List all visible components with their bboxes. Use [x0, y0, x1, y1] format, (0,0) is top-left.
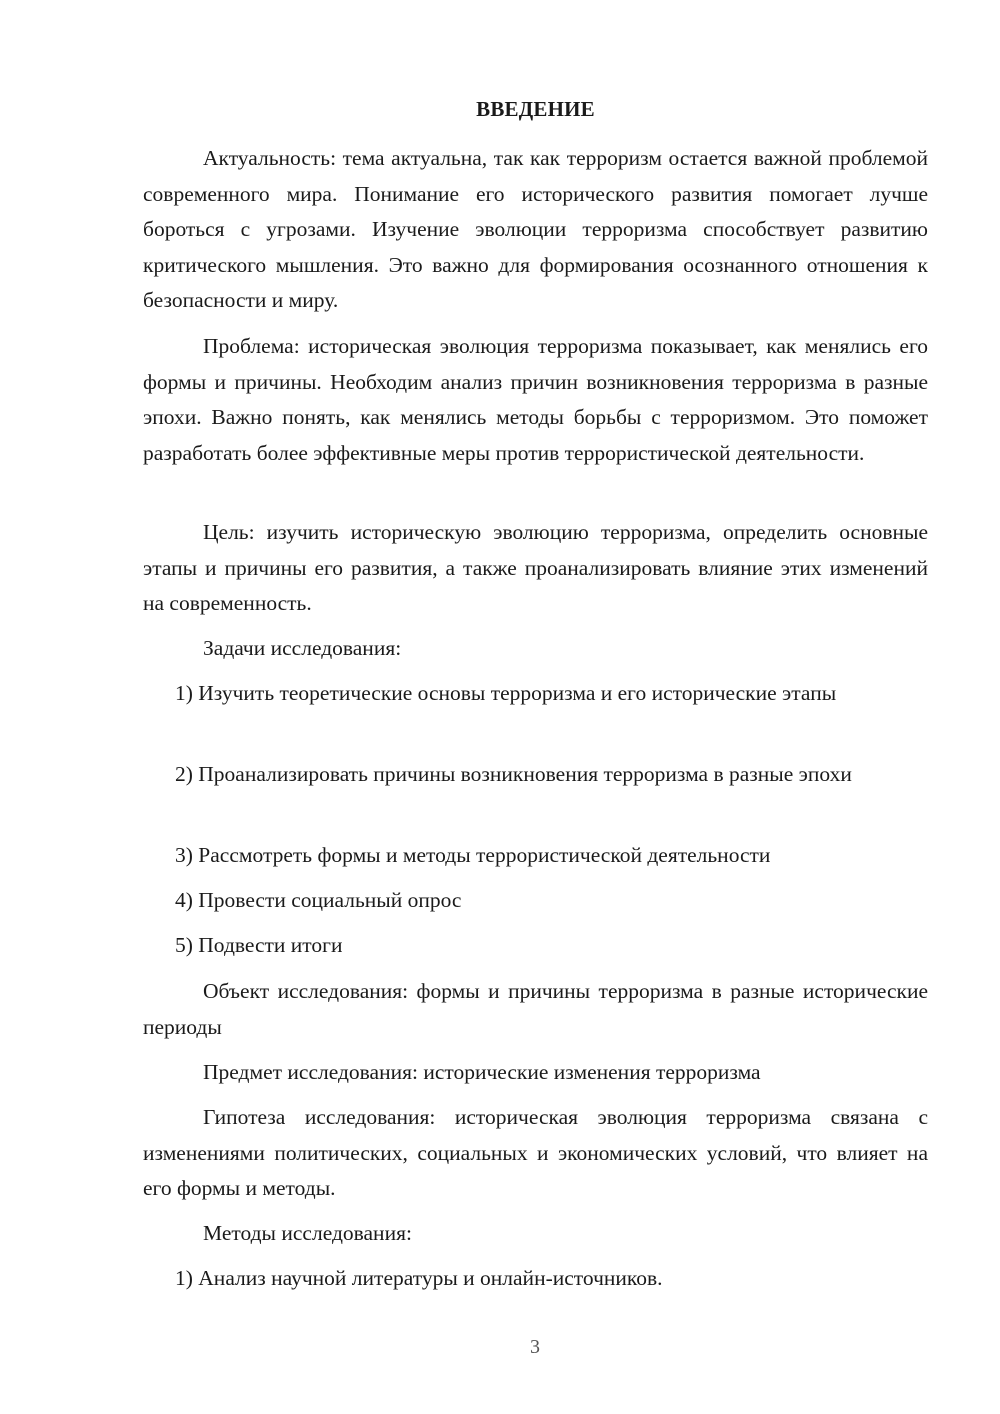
methods-title: Методы исследования: [203, 1221, 412, 1245]
method-item-1: 1) Анализ научной литературы и онлайн-источников. [175, 1266, 663, 1290]
tasks-title: Задачи исследования: [203, 636, 402, 660]
task-item-3: 3) Рассмотреть формы и методы террористической деятельности [175, 843, 771, 867]
problem-paragraph: Проблема: историческая эволюция терроризма показывает, как менялись его формы и причины. Необходим анализ причин возникновения терроризма в разные эпохи. Важно понять, как менялись методы борьбы с терроризмом. Это поможет разработать более эффективные меры против террористической деятельности. [143, 334, 928, 465]
task-item-2: 2) Проанализировать причины возникновения терроризма в разные эпохи [175, 762, 852, 786]
task-item-1: 1) Изучить теоретические основы терроризма и его исторические этапы [175, 681, 837, 705]
relevance-paragraph: Актуальность: тема актуальна, так как терроризм остается важной проблемой современного мира. Понимание его исторического развития помогает лучше бороться с угрозами. Изучение эволюции терроризма способствует развитию критического мышления. Это важно для формирования осознанного отношения к безопасности и миру. [143, 146, 928, 312]
hypothesis-paragraph: Гипотеза исследования: историческая эволюция терроризма связана с изменениями политических, социальных и экономических условий, что влияет на его формы и методы. [143, 1105, 928, 1200]
task-item-5: 5) Подвести итоги [175, 933, 343, 957]
page-heading: ВВЕДЕНИЕ [476, 97, 595, 121]
subject-paragraph: Предмет исследования: исторические изменения терроризма [203, 1060, 761, 1084]
goal-paragraph: Цель: изучить историческую эволюцию терроризма, определить основные этапы и причины его развития, а также проанализировать влияние этих изменений на современность. [143, 520, 928, 615]
page-number: 3 [530, 1336, 540, 1358]
task-item-4: 4) Провести социальный опрос [175, 888, 462, 912]
object-paragraph: Объект исследования: формы и причины терроризма в разные исторические периоды [143, 979, 928, 1039]
